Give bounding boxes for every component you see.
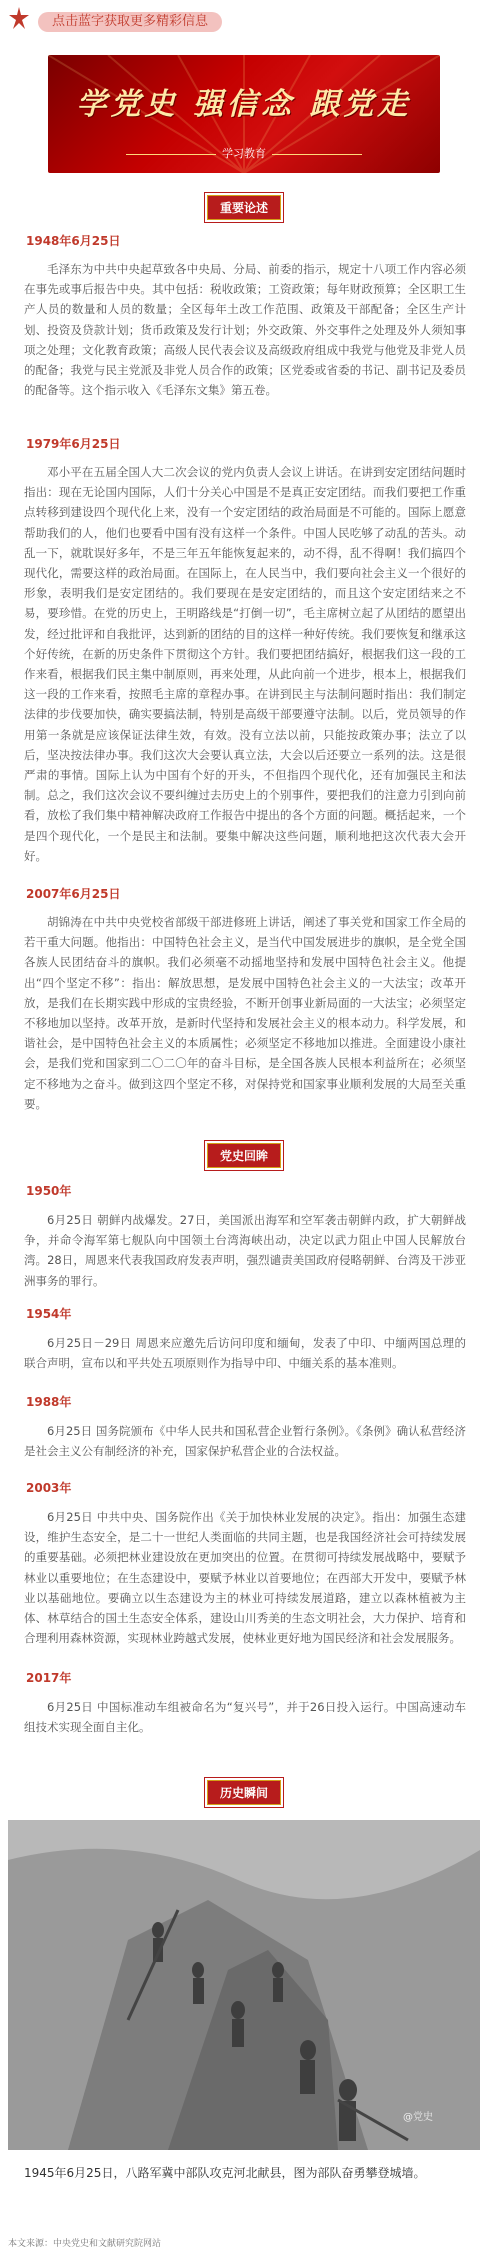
date-1979: 1979年6月25日 — [26, 437, 121, 451]
banner — [48, 55, 440, 173]
paragraph-2017: 6月25日 中国标准动车组被命名为“复兴号”，并于26日投入运行。中国高速动车组技术实现全面自主化。 — [24, 1700, 466, 1735]
paragraph-1950: 6月25日 朝鲜内战爆发。27日，美国派出海军和空军袭击朝鲜内政，扩大朝鲜战争，并命令海军第七舰队向中国领土台湾海峡出动，决定以武力阻止中国人民解放台湾。28日，周恩来代表我国政府发表声明，强烈谴责美国政府侵略朝鲜、台湾及干涉亚洲事务的罪行。 — [24, 1213, 466, 1288]
party-emblem-icon — [8, 6, 30, 32]
follow-prompt[interactable]: 点击蓝字获取更多精彩信息 — [38, 12, 222, 32]
section-header-moment: 历史瞬间 — [0, 1780, 488, 1805]
photo-watermark: @党史 — [403, 2112, 433, 2123]
paragraph-1954: 6月25日－29日 周恩来应邀先后访问印度和缅甸，发表了中印、中缅两国总理的联合声明，宣布以和平共处五项原则作为指导中印、中缅关系的基本准则。 — [24, 1336, 466, 1371]
banner-subtitle: 学习教育 — [48, 145, 440, 161]
banner-title: 学党史 强信念 跟党走 — [76, 87, 412, 122]
paragraph-1988: 6月25日 国务院颁布《中华人民共和国私营企业暂行条例》。《条例》确认私营经济是社会主义公有制经济的补充，国家保护私营企业的合法权益。 — [24, 1424, 466, 1459]
paragraph-2003: 6月25日 中共中央、国务院作出《关于加快林业发展的决定》。指出：加强生态建设，维护生态安全，是二十一世纪人类面临的共同主题，也是我国经济社会可持续发展的重要基础。必须把林业建设放在更加突出的位置。在贯彻可持续发展战略中，要赋予林业以重要地位；在生态建设中，要赋予林业以首要地位；在西部大开发中，要赋予林业以基础地位。要确立以生态建设为主的林业可持续发展道路，建立以森林植被为主体、林草结合的国土生态安全体系，建设山川秀美的生态文明社会，大力保护、培育和合理利用森林资源，实现林业跨越式发展，使林业更好地为国民经济和社会发展服务。 — [24, 1510, 466, 1646]
section-header-classic: 重要论述 — [0, 195, 488, 220]
paragraph-1979: 邓小平在五届全国人大二次会议的党内负责人会议上讲话。在讲到安定团结问题时指出：现在无论国内国际，人们十分关心中国是不是真正安定团结。而我们要把工作重点转移到建设四个现代化上来，没有一个安定团结的政治局面是不可能的。国际上愿意帮助我们的人，他们也要看中国有没有这样一个条件。中国人民吃够了动乱的苦头。动乱一下，就耽误好多年，不是三年五年能恢复起来的，动不得，乱不得啊！我们搞四个现代化，需要这样的政治局面。在国际上，在人民当中，我们要向社会主义一个很好的形象，表明我们是安定团结的。我们要现在是安定团结的，而且这个安定团结来之不易，要珍惜。在党的历史上，王明路线是“打倒一切”，毛主席树立起了从团结的愿望出发，经过批评和自我批评，达到新的团结的目的这样一种好传统。我们要恢复和继承这个好传统，在新的历史条件下贯彻这个方针。我们要把团结搞好，根据我们这一段的工作来看，根据我们民主集中制原则，再来处理，从此向前一个进步，根本上，根据我们这一段的工作来看，按照毛主席的章程办事。在讲到民主与法制问题时指出：我们制定法律的步伐要加快，确实要搞法制，特别是高级干部要遵守法制。以后，党员领导的作用第一条就是应该保证法律生效，有效。没有立法以前，只能按政策办事；法立了以后，坚决按法律办事。我们这次大会要认真立法，大会以后还要立一系列的法。这是很严肃的事情。国际上认为中国有个好的开头，不但指四个现代化，还有加强民主和法制。总之，我们这次会议不要纠缠过去历史上的个别事件，要把我们的注意力引到向前看，放松了我们集中精神解决政府工作报告中提出的各个方面的问题。概括起来，一个是四个现代化，一个是民主和法制。要集中解决这些问题，顺利地把这次代表大会开好。 — [24, 465, 466, 863]
date-2017: 2017年 — [26, 1671, 72, 1685]
date-2007: 2007年6月25日 — [26, 887, 121, 901]
photo-caption: 1945年6月25日，八路军冀中部队攻克河北献县，图为部队奋勇攀登城墙。 — [24, 2166, 426, 2180]
date-2003: 2003年 — [26, 1481, 72, 1495]
section-header-history: 党史回眸 — [0, 1143, 488, 1168]
historical-photo — [8, 1820, 480, 2150]
date-1954: 1954年 — [26, 1307, 72, 1321]
paragraph-2007: 胡锦涛在中共中央党校省部级干部进修班上讲话，阐述了事关党和国家工作全局的若干重大问题。他指出：中国特色社会主义，是当代中国发展进步的旗帜，是全党全国各族人民团结奋斗的旗帜。我们必须毫不动摇地坚持和发展中国特色社会主义。他提出“四个坚定不移”：指出：解放思想，是发展中国特色社会主义的一大法宝；改革开放，是我们在长期实践中形成的宝贵经验，不断开创事业新局面的一大法宝；必须坚定不移地加以坚持。改革开放，是新时代坚持和发展社会主义的根本动力。科学发展，和谐社会，是中国特色社会主义的本质属性；必须坚定不移地加以推进。全面建设小康社会，是我们党和国家到二〇二〇年的奋斗目标，是全国各族人民根本利益所在；必须坚定不移地为之奋斗。做到这四个坚定不移，对保持党和国家事业顺利发展的大局至关重要。 — [24, 915, 466, 1111]
paragraph-1948: 毛泽东为中共中央起草致各中央局、分局、前委的指示，规定十八项工作内容必须在事先或事后报告中央。其中包括：税收政策；工资政策；每年财政预算；全区职工生产人员的数量和人员的数量；全区每年土改工作范围、政策及干部配备；全区生产计划、投资及贷款计划；货币政策及发行计划；外交政策、外交事件之处理及外人须知事项之处理；文化教育政策；高级人民代表会议及高级政府组成中我党与他党及非党人员的配备；我党与民主党派及非党人员合作的政策；区党委或省委的书记、副书记及委员的配备等。这个指示收入《毛泽东文集》第五卷。 — [24, 262, 466, 398]
date-1950: 1950年 — [26, 1184, 72, 1198]
source-note: 本文来源：中央党史和文献研究院网站 — [8, 2239, 162, 2249]
top-bar — [0, 0, 488, 40]
photo-illustration — [8, 1820, 480, 2150]
date-1948: 1948年6月25日 — [26, 234, 121, 248]
date-1988: 1988年 — [26, 1395, 72, 1409]
